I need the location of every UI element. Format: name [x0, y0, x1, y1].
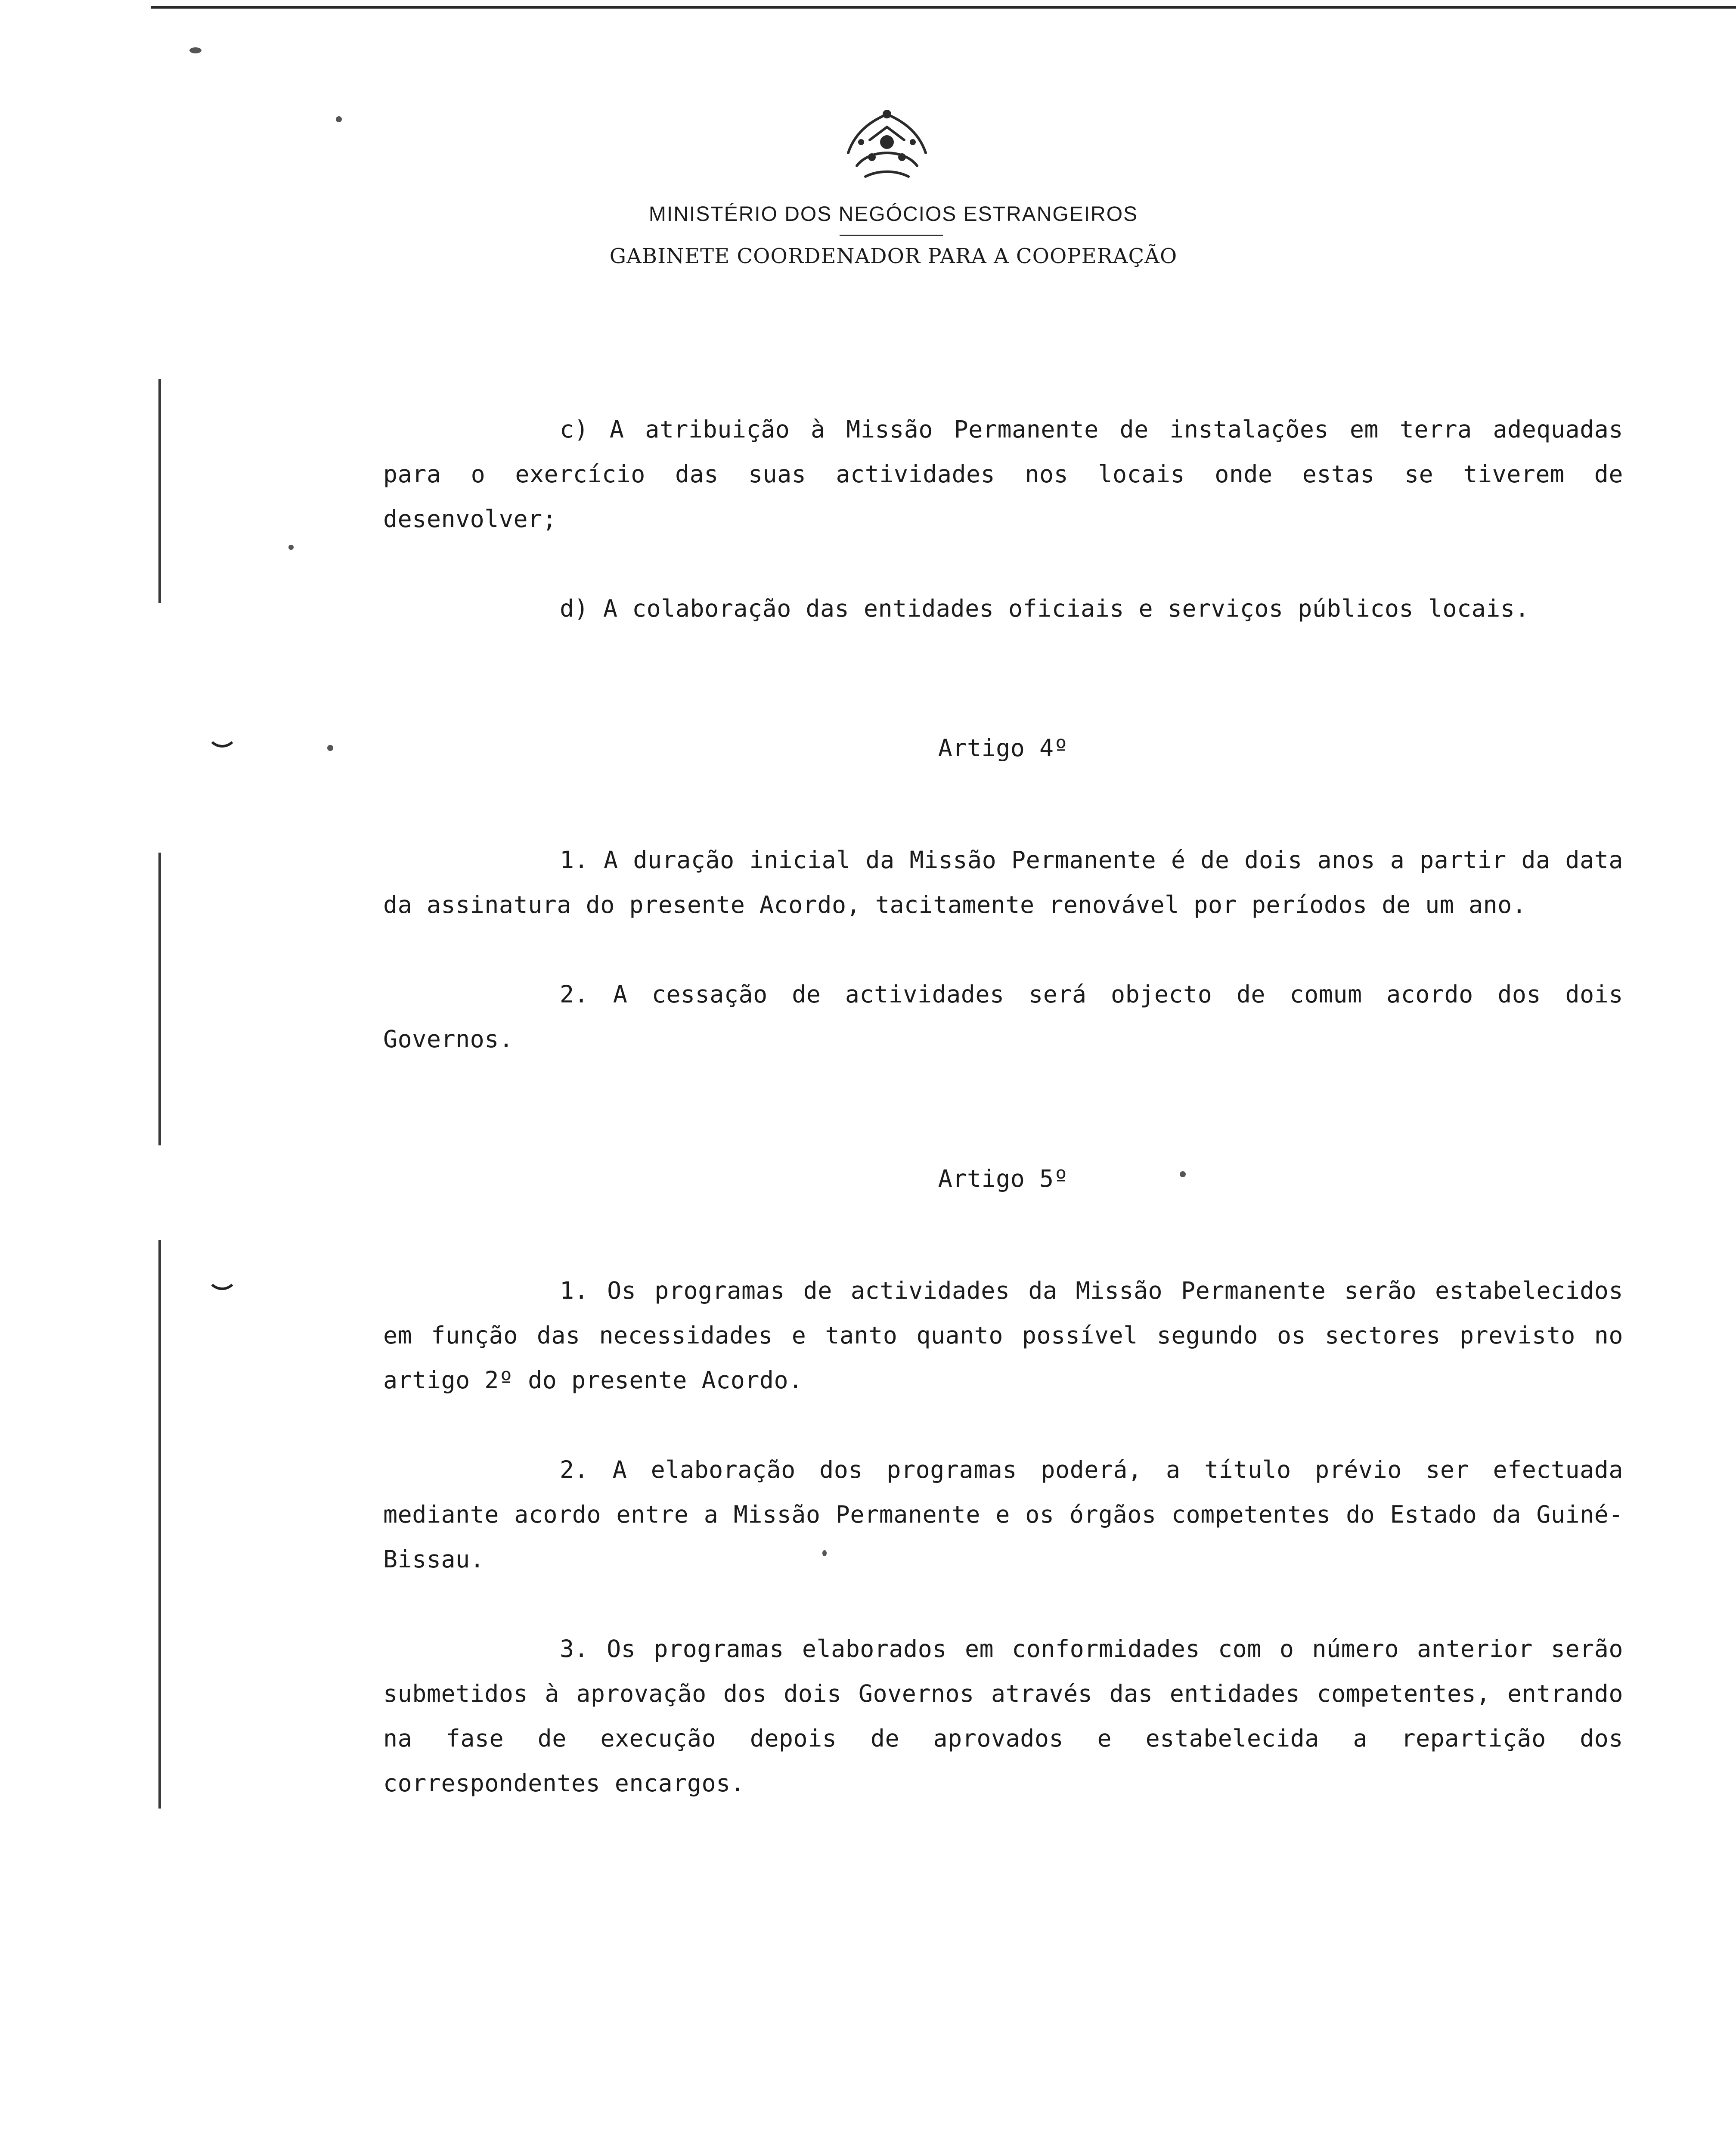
binding-mark — [158, 1240, 161, 1809]
scan-speck — [288, 545, 294, 550]
article-5-paragraph-3: 3. Os programas elaborados em conformidades com o número anterior serão submetidos à aprovação dos dois Governos através das entidades competentes, entrando na fase de execução depois de aprovados e estabelecida a repartição dos correspondentes encargos. — [383, 1635, 1623, 1797]
item-c-paragraph: c) A atribuição à Missão Permanente de instalações em terra adequadas para o exercício das suas actividades nos locais onde estas se tiverem de desenvolver; — [383, 416, 1623, 533]
ministry-header: MINISTÉRIO DOS NEGÓCIOS ESTRANGEIROS — [648, 203, 1138, 226]
scan-artifact — [207, 732, 238, 748]
scan-speck — [327, 745, 333, 751]
item-d-paragraph: d) A colaboração das entidades oficiais e serviços públicos locais. — [560, 595, 1530, 622]
scan-artifact — [207, 1275, 238, 1290]
article-5-paragraph-2: 2. A elaboração dos programas poderá, a título prévio ser efectuada mediante acordo entre a Missão Permanente e os órgãos competentes do Estado da Guiné-Bissau. — [383, 1456, 1623, 1573]
binding-mark — [158, 379, 161, 603]
scan-speck — [336, 116, 342, 122]
article-4-heading: Artigo 4º — [938, 734, 1069, 762]
header-underline — [840, 235, 943, 236]
top-rule — [151, 6, 1736, 9]
binding-mark — [158, 853, 161, 1145]
cabinet-header: GABINETE COORDENADOR PARA A COOPERAÇÃO — [609, 244, 1178, 268]
article-4-paragraph-2: 2. A cessação de actividades será objecto de comum acordo dos dois Governos. — [383, 980, 1623, 1053]
article-5-heading: Artigo 5º — [938, 1165, 1069, 1192]
document-body — [383, 407, 1623, 1806]
scan-speck — [189, 47, 202, 53]
coat-of-arms-icon — [831, 101, 943, 187]
article-5-paragraph-1: 1. Os programas de actividades da Missão Permanente serão estabelecidos em função das necessidades e tanto quanto possível segundo os sectores previsto no artigo 2º do presente Acordo. — [383, 1277, 1623, 1394]
article-4-paragraph-1: 1. A duração inicial da Missão Permanente é de dois anos a partir da data da assinatura do presente Acordo, tacitamente renovável por períodos de um ano. — [383, 846, 1623, 918]
